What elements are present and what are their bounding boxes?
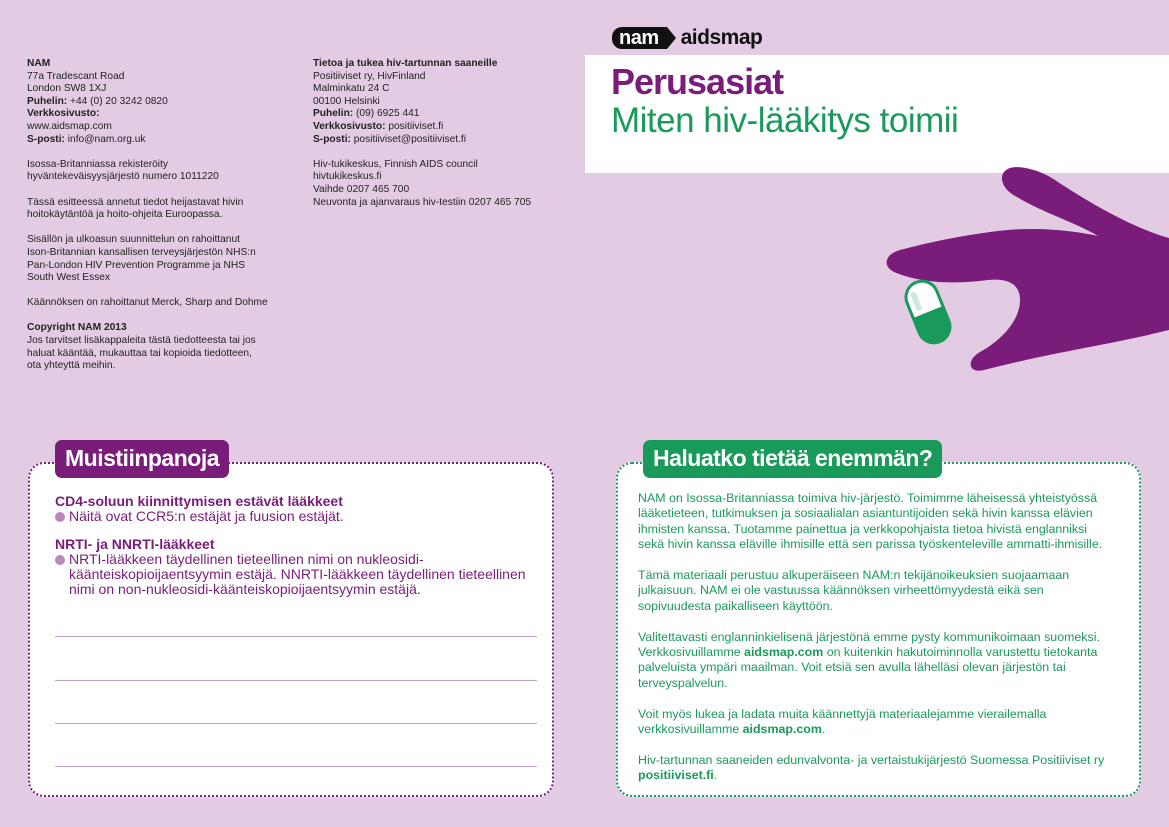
positiiviset-link[interactable]: positiiviset.fi <box>638 768 714 783</box>
logo-nam: nam <box>612 27 667 49</box>
bullet-icon <box>55 555 65 565</box>
nam-web-label: Verkkosivusto: <box>27 108 100 120</box>
practice-line-1: Tässä esitteessä annetut tiedot heijastavat hivin <box>27 196 244 208</box>
nam-email-link[interactable]: info@nam.org.uk <box>67 133 146 145</box>
positiiviset-web-label: Verkkosivusto: <box>313 120 386 132</box>
positiiviset-line-1: Positiiviset ry, HivFinland <box>313 70 426 82</box>
positiiviset-email-label: S-posti: <box>313 133 351 145</box>
info-p4-post: . <box>821 722 826 737</box>
notes-write-line[interactable] <box>55 723 537 724</box>
note-text-cd4 <box>55 509 535 524</box>
positiiviset-line-2: Malminkatu 24 C <box>313 83 390 95</box>
info-p3-line-4: terveyspalvelun. <box>638 675 728 690</box>
info-p1-line-3: ihmisten kanssa. Tuotamme painettua ja verkkopohjaista tietoa hivistä englanniksi <box>638 521 1088 536</box>
note-nrti-line-3: nimi on non-nukleosidi-käänteiskopioijaentsyymin estäjä. <box>69 581 421 597</box>
positiiviset-web-link[interactable]: positiiviset.fi <box>388 120 444 132</box>
note-nrti-line-1: NRTI-lääkkeen täydellinen tieteellinen nimi on nukleosidi- <box>69 551 424 567</box>
funding-line-3: Pan-London HIV Prevention Programme ja NHS <box>27 259 246 271</box>
copy-line-1: Jos tarvitset lisäkappaleita tästä tiedotteesta tai jos <box>27 335 256 347</box>
page-title: Perusasiat <box>611 61 784 102</box>
nam-email-label: S-posti: <box>27 133 65 145</box>
notes-write-line[interactable] <box>55 636 537 637</box>
pill-icon <box>901 276 955 347</box>
note-nrti-line-2: käänteiskopioijaentsyymin estäjä. NNRTI-lääkkeen täydellinen tieteellinen <box>69 566 526 582</box>
funding-line-2: Ison-Britannian kansallisen terveysjärjestön NHS:n <box>27 246 256 258</box>
aidsmap-link[interactable]: aidsmap.com <box>742 722 822 737</box>
nam-web-link[interactable]: www.aidsmap.com <box>27 120 112 132</box>
positiiviset-phone-label: Puhelin: <box>313 108 354 120</box>
hivtuki-line-3: Vaihde 0207 465 700 <box>313 183 410 195</box>
copy-line-3: ota yhteyttä meihin. <box>27 360 116 372</box>
note-cd4-line-1: Näitä ovat CCR5:n estäjät ja fuusion estäjät. <box>69 508 344 524</box>
info-p4-pre: verkkosivuillamme <box>638 722 743 737</box>
practice-line-2: hoitokäytäntöä ja hoito-ohjeita Euroopassa. <box>27 209 223 221</box>
funding-line-4: South West Essex <box>27 272 111 284</box>
nam-org-name: NAM <box>27 58 51 69</box>
logo-aidsmap: aidsmap <box>680 26 763 49</box>
notes-panel <box>28 445 554 797</box>
info-paragraph-5 <box>638 753 1126 784</box>
hand-holding-pill-illustration <box>870 160 1169 400</box>
hivtuki-line-1: Hiv-tukikeskus, Finnish AIDS council <box>313 158 478 170</box>
info-p3-post: on kuitenkin hakutoiminnolla varustettu tietokanta <box>823 645 1098 660</box>
aidsmap-link[interactable]: aidsmap.com <box>744 645 824 660</box>
funding-line-1: Sisällön ja ulkoasun suunnittelun on rahoittanut <box>27 234 240 246</box>
notes-list <box>55 493 535 609</box>
notes-write-line[interactable] <box>55 680 537 681</box>
info-p5-post: . <box>713 768 718 783</box>
nam-aidsmap-logo <box>612 26 762 50</box>
info-heading: Haluatko tietää enemmän? <box>643 440 942 478</box>
finland-support-column <box>313 58 553 222</box>
info-p1-line-2: lääketieteen, tutkimuksen ja sosiaalialan asiantuntijoiden sekä hivin kanssa elävien <box>638 506 1093 521</box>
charity-line-2: hyväntekeväisyysjärjestö numero 1011220 <box>27 171 219 183</box>
info-p2-line-2: julkaisuun. NAM ei ole vastuussa käännöksen virheettömyydestä eikä sen <box>638 583 1044 598</box>
nam-phone: +44 (0) 20 3242 0820 <box>70 95 168 107</box>
support-heading: Tietoa ja tukea hiv-tartunnan saaneille <box>313 58 498 69</box>
page-subtitle: Miten hiv-lääkitys toimii <box>611 101 959 140</box>
info-p3-line-3: palveluista ympäri maailman. Voit etsiä sen avulla lähelläsi olevan järjestön tai <box>638 660 1066 675</box>
info-p2-line-3: sopivuudesta paikalliseen käyttöön. <box>638 598 833 613</box>
nam-phone-label: Puhelin: <box>27 95 68 107</box>
info-p1-line-1: NAM on Isossa-Britanniassa toimiva hiv-järjestö. Toimimme läheisessä yhteistyössä <box>638 491 1098 505</box>
positiiviset-phone: (09) 6925 441 <box>356 108 420 120</box>
bullet-icon <box>55 512 65 522</box>
translation-funding: Käännöksen on rahoittanut Merck, Sharp and Dohme <box>27 297 268 309</box>
info-p2-line-1: Tämä materiaali perustuu alkuperäiseen NAM:n tekijänoikeuksien suojaamaan <box>638 568 1070 583</box>
notes-write-line[interactable] <box>55 766 537 767</box>
hivtuki-line-4: Neuvonta ja ajanvaraus hiv-testiin 0207 465 705 <box>313 196 532 208</box>
title-box <box>585 55 1169 173</box>
info-p1-line-4: sekä hivin kanssa eläville ihmisille että sen parissa työskenteleville ammatti-ihmisille. <box>638 537 1103 552</box>
nam-contact-column <box>27 58 277 385</box>
info-p5-line-1: Hiv-tartunnan saaneiden edunvalvonta- ja vertaistukijärjestö Suomessa Positiiviset ry <box>638 752 1105 767</box>
info-paragraph-1 <box>638 491 1126 553</box>
info-p4-line-1: Voit myös lukea ja ladata muita käännettyjä materiaalejamme vierailemalla <box>638 706 1047 721</box>
info-panel <box>616 445 1141 797</box>
charity-line-1: Isossa-Britanniassa rekisteröity <box>27 158 168 170</box>
copy-line-2: haluat kääntää, mukauttaa tai kopioida tiedotteen, <box>27 347 252 359</box>
positiiviset-email-link[interactable]: positiiviset@positiiviset.fi <box>353 133 467 145</box>
copyright: Copyright NAM 2013 <box>27 322 127 334</box>
note-text-nrti <box>55 552 535 597</box>
positiiviset-line-3: 00100 Helsinki <box>313 95 380 107</box>
info-paragraph-3 <box>638 630 1126 692</box>
info-p3-line-1: Valitettavasti englanninkielisenä järjestönä emme pysty kommunikoimaan suomeksi. <box>638 629 1100 644</box>
nam-address-line-2: London SW8 1XJ <box>27 83 107 95</box>
note-title-cd4: CD4-soluun kiinnittymisen estävät lääkkeet <box>55 493 343 509</box>
nam-address-line-1: 77a Tradescant Road <box>27 70 125 82</box>
hivtuki-web-link[interactable]: hivtukikeskus.fi <box>313 171 382 183</box>
note-title-nrti: NRTI- ja NNRTI-lääkkeet <box>55 536 215 552</box>
info-paragraph-2 <box>638 568 1126 614</box>
info-p3-pre: Verkkosivuillamme <box>638 645 745 660</box>
info-paragraph-4 <box>638 707 1126 738</box>
info-text <box>638 491 1126 799</box>
notes-heading: Muistiinpanoja <box>55 440 229 478</box>
